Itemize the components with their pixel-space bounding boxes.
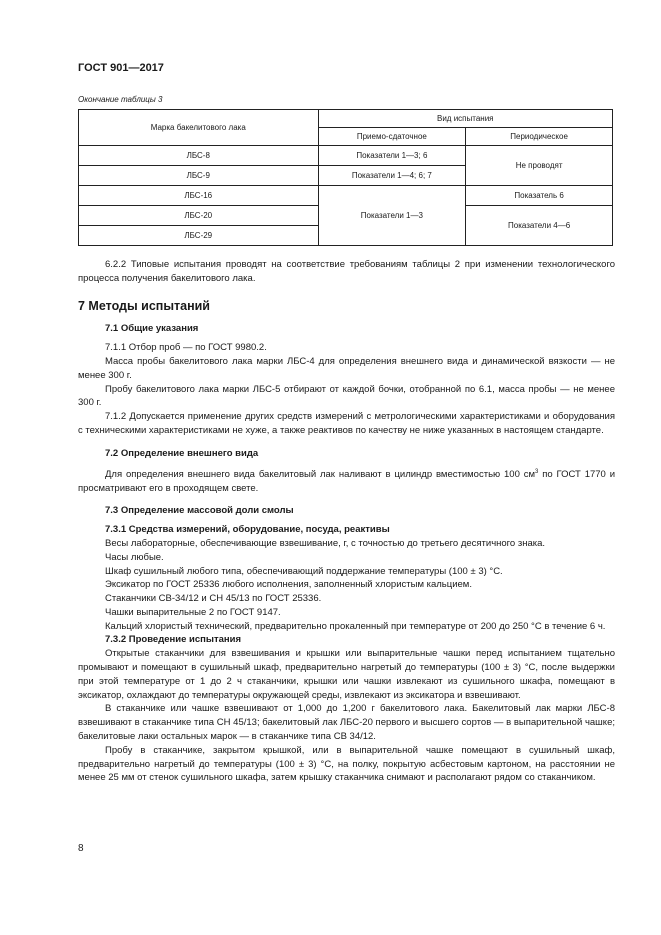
paragraph-7-1-2: 7.1.2 Допускается применение других средств измерений с метрологическими характеристиками и оборудования с техническими характеристиками не хуже, а также реактивов по качеству не ниже указанных в настоящем стандарте.	[78, 411, 615, 436]
col-header-brand: Марка бакелитового лака	[79, 110, 319, 146]
paragraph: Открытые стаканчики для взвешивания и крышки или выпарительные чашки перед испытанием тщательно промывают и помещают в сушильный шкаф, предварительно нагретый до температуры (100 ± 3) °С, после выдержки при этой температуре от 1 до 2 ч стаканчики, крышки или чашки извлекают из сушильного шкафа, помещают в эксикатор, охлаждают до температуры окружающей среды, извлекают из эксикатора и взвешивают.	[78, 648, 615, 701]
col-header-periodic: Периодическое	[466, 128, 613, 146]
subsection-heading-7-3: 7.3 Определение массовой доли смолы	[105, 505, 294, 517]
table-cell-acceptance: Показатели 1—3; 6	[318, 146, 466, 166]
paragraph: Часы любые.	[105, 551, 164, 563]
col-header-test-type: Вид испытания	[318, 110, 613, 128]
text-run: по ГОСТ 1770 и просматривают его в проходящем свете.	[78, 468, 615, 494]
table-cell-acceptance: Показатели 1—4; 6; 7	[318, 166, 466, 186]
standard-header: ГОСТ 901—2017	[78, 62, 164, 74]
table-cell-brand: ЛБС-16	[79, 186, 319, 206]
table-cell-brand: ЛБС-9	[79, 166, 319, 186]
subsection-heading-7-1: 7.1 Общие указания	[105, 323, 199, 335]
paragraph: Эксикатор по ГОСТ 25336 любого исполнения, заполненный хлористым кальцием.	[105, 579, 472, 591]
table-cell-brand: ЛБС-20	[79, 206, 319, 226]
subsection-heading-7-2: 7.2 Определение внешнего вида	[105, 447, 259, 459]
subsection-heading-7-3-1: 7.3.1 Средства измерений, оборудование, посуда, реактивы	[105, 524, 390, 536]
table-cell-periodic: Показатель 6	[466, 186, 613, 206]
superscript: 3	[535, 468, 539, 475]
subsection-heading-7-3-2: 7.3.2 Проведение испытания	[105, 634, 242, 646]
paragraph: В стаканчике или чашке взвешивают от 1,000 до 1,200 г бакелитового лака. Бакелитовый лак марки ЛБС-8 взвешивают в стаканчике типа СН 45/13; бакелитовый лак ЛБС-20 первого и высшего сортов — в выпарительной чашке; бакелитовые лаки остальных марок — в стаканчике типа СВ 34/12.	[78, 703, 615, 743]
paragraph: Пробу в стаканчике, закрытом крышкой, или в выпарительной чашке помещают в сушильный шкаф, предварительно нагретый до температуры (100 ± 3) °С, на полку, покрытую асбестовым картоном, на расстоянии не менее 25 мм от стенок сушильного шкафа, затем крышку стаканчика снимают и располагают рядом со стаканчиком.	[78, 744, 615, 784]
table-3	[78, 109, 613, 246]
col-header-acceptance: Приемо-сдаточное	[318, 128, 466, 146]
paragraph-7-2	[78, 466, 615, 496]
paragraph: Чашки выпарительные 2 по ГОСТ 9147.	[105, 606, 281, 618]
table-cell-brand: ЛБС-8	[79, 146, 319, 166]
document-body	[78, 258, 615, 785]
paragraph: Весы лабораторные, обеспечивающие взвешивание, г, с точностью до третьего десятичного знака.	[105, 537, 546, 549]
section-heading-7: 7 Методы испытаний	[78, 298, 210, 313]
paragraph: Стаканчики СВ-34/12 и СН 45/13 по ГОСТ 25336.	[105, 593, 322, 605]
table-cell-brand: ЛБС-29	[79, 226, 319, 246]
paragraph: Кальций хлористый технический, предварительно прокаленный при температуре от 200 до 250 °С в течение 6 ч.	[105, 620, 606, 632]
paragraph-7-1-1: 7.1.1 Отбор проб — по ГОСТ 9980.2.	[105, 342, 267, 354]
table-cell-acceptance: Показатели 1—3	[318, 186, 466, 246]
table-cell-periodic: Показатели 4—6	[466, 206, 613, 246]
page-number: 8	[78, 843, 84, 854]
paragraph: Масса пробы бакелитового лака марки ЛБС-4 для определения внешнего вида и динамической вязкости — не менее 300 г.	[78, 355, 615, 381]
paragraph: Пробу бакелитового лака марки ЛБС-5 отбирают от каждой бочки, отобранной по 6.1, масса пробы — не менее 300 г.	[78, 383, 615, 409]
paragraph: Шкаф сушильный любого типа, обеспечивающий поддержание температуры (100 ± 3) °С.	[105, 565, 503, 577]
paragraph-6-2-2: 6.2.2 Типовые испытания проводят на соответствие требованиям таблицы 2 при изменении технологического процесса получения бакелитового лака.	[78, 259, 615, 284]
table-caption: Окончание таблицы 3	[78, 95, 163, 104]
table-cell-periodic: Не проводят	[466, 146, 613, 186]
text-run: Для определения внешнего вида бакелитовый лак наливают в цилиндр вместимостью 100 см	[105, 468, 535, 480]
